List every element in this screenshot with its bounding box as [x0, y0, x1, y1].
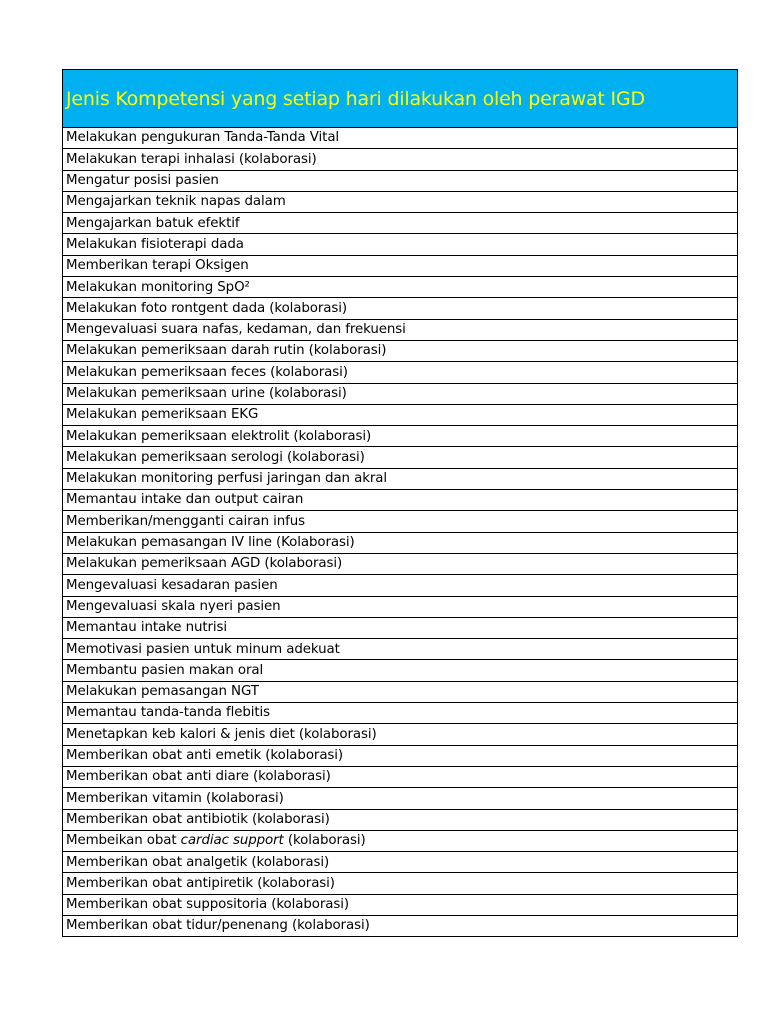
competency-cell: Memantau intake nutrisi	[63, 617, 738, 638]
competency-cell: Melakukan pemeriksaan EKG	[63, 404, 738, 425]
table-row	[63, 639, 738, 660]
table-row	[63, 766, 738, 787]
cell-text-pre: Membeikan obat	[66, 833, 181, 849]
table-row	[63, 553, 738, 574]
table-row	[63, 319, 738, 340]
competency-cell: Memberikan obat anti diare (kolaborasi)	[63, 766, 738, 787]
competency-cell: Menetapkan keb kalori & jenis diet (kolaborasi)	[63, 724, 738, 745]
competency-cell: Melakukan pengukuran Tanda-Tanda Vital	[63, 128, 738, 149]
table-header-row	[63, 70, 738, 128]
competency-cell: Mengajarkan teknik napas dalam	[63, 191, 738, 212]
table-row	[63, 617, 738, 638]
competency-cell: Memberikan obat antibiotik (kolaborasi)	[63, 809, 738, 830]
competency-cell: Mengevaluasi suara nafas, kedaman, dan frekuensi	[63, 319, 738, 340]
table-row	[63, 809, 738, 830]
cell-text-post: (kolaborasi)	[283, 833, 366, 849]
competency-cell: Melakukan monitoring SpO²	[63, 277, 738, 298]
table-row	[63, 873, 738, 894]
table-row	[63, 830, 738, 851]
table-row	[63, 511, 738, 532]
table-row	[63, 191, 738, 212]
competency-cell: Memberikan obat anti emetik (kolaborasi)	[63, 745, 738, 766]
table-row	[63, 383, 738, 404]
table-row	[63, 362, 738, 383]
table-row	[63, 681, 738, 702]
competency-cell: Memantau tanda-tanda flebitis	[63, 703, 738, 724]
competency-cell: Memberikan obat analgetik (kolaborasi)	[63, 852, 738, 873]
competency-cell: Mengajarkan batuk efektif	[63, 213, 738, 234]
competency-cell: Melakukan pemeriksaan urine (kolaborasi)	[63, 383, 738, 404]
table-row	[63, 596, 738, 617]
competency-cell: Memantau intake dan output cairan	[63, 490, 738, 511]
cell-text-italic: cardiac support	[180, 833, 284, 849]
competency-cell: Mengevaluasi kesadaran pasien	[63, 575, 738, 596]
competency-cell: Melakukan pemeriksaan AGD (kolaborasi)	[63, 553, 738, 574]
competency-cell: Mengevaluasi skala nyeri pasien	[63, 596, 738, 617]
competency-cell: Melakukan terapi inhalasi (kolaborasi)	[63, 149, 738, 170]
competency-cell: Memberikan obat suppositoria (kolaborasi)	[63, 894, 738, 915]
competency-cell: Memberikan terapi Oksigen	[63, 255, 738, 276]
competency-cell: Melakukan pemeriksaan darah rutin (kolaborasi)	[63, 340, 738, 361]
table-title: Jenis Kompetensi yang setiap hari dilakukan oleh perawat IGD	[63, 70, 738, 128]
table-row	[63, 468, 738, 489]
table-row	[63, 340, 738, 361]
table-row	[63, 660, 738, 681]
table-row	[63, 852, 738, 873]
competency-cell: Memotivasi pasien untuk minum adekuat	[63, 639, 738, 660]
table-row	[63, 128, 738, 149]
table-row	[63, 724, 738, 745]
table-row	[63, 149, 738, 170]
competency-cell: Melakukan pemeriksaan serologi (kolaborasi)	[63, 447, 738, 468]
competency-cell: Mengatur posisi pasien	[63, 170, 738, 191]
competency-cell: Melakukan pemasangan NGT	[63, 681, 738, 702]
competency-table	[62, 69, 738, 937]
competency-cell: Memberikan/mengganti cairan infus	[63, 511, 738, 532]
table-row	[63, 788, 738, 809]
competency-cell: Melakukan monitoring perfusi jaringan dan akral	[63, 468, 738, 489]
table-row	[63, 213, 738, 234]
table-row	[63, 298, 738, 319]
table-body	[63, 128, 738, 937]
table-row	[63, 915, 738, 936]
table-row	[63, 426, 738, 447]
competency-cell: Melakukan pemeriksaan feces (kolaborasi)	[63, 362, 738, 383]
table-row	[63, 234, 738, 255]
competency-cell: Memberikan obat tidur/penenang (kolaborasi)	[63, 915, 738, 936]
competency-cell: Memberikan vitamin (kolaborasi)	[63, 788, 738, 809]
competency-cell: Melakukan fisioterapi dada	[63, 234, 738, 255]
competency-cell	[63, 830, 738, 851]
table-row	[63, 894, 738, 915]
competency-cell: Melakukan foto rontgent dada (kolaborasi)	[63, 298, 738, 319]
table-row	[63, 255, 738, 276]
competency-cell: Membantu pasien makan oral	[63, 660, 738, 681]
table-row	[63, 170, 738, 191]
competency-cell: Memberikan obat antipiretik (kolaborasi)	[63, 873, 738, 894]
table-row	[63, 532, 738, 553]
table-row	[63, 575, 738, 596]
table-row	[63, 490, 738, 511]
table-row	[63, 404, 738, 425]
table-row	[63, 277, 738, 298]
table-row	[63, 745, 738, 766]
competency-cell: Melakukan pemeriksaan elektrolit (kolaborasi)	[63, 426, 738, 447]
competency-cell: Melakukan pemasangan IV line (Kolaborasi)	[63, 532, 738, 553]
table-row	[63, 703, 738, 724]
table-row	[63, 447, 738, 468]
